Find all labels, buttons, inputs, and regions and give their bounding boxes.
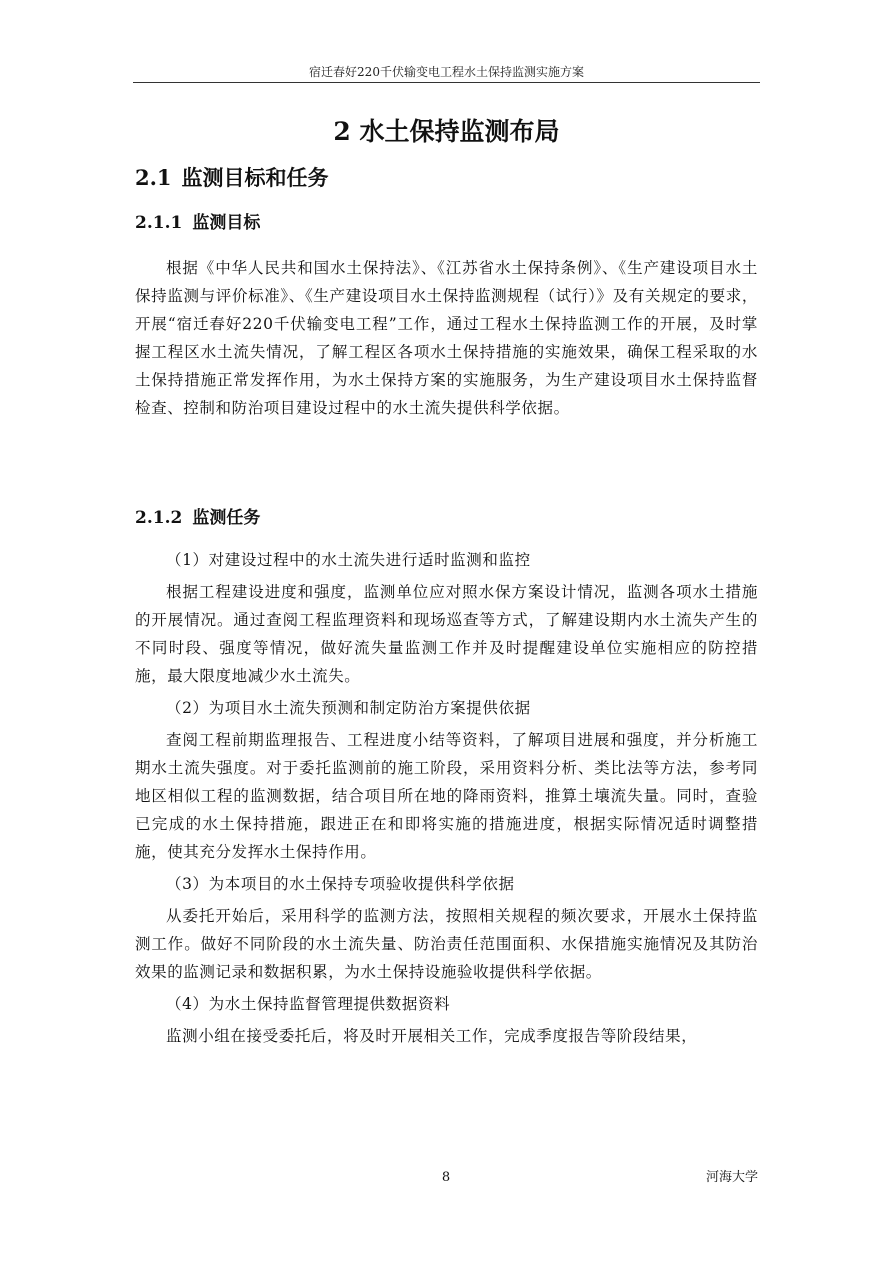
tasks-body (135, 546, 758, 1054)
chapter-title (133, 112, 760, 152)
page-number: 8 (441, 1170, 451, 1185)
goal-body (135, 254, 758, 426)
footer-organization: 河海大学 (705, 1170, 758, 1185)
task-item-heading: （2）为项目水土流失预测和制定防治方案提供依据 (166, 699, 531, 717)
subsection-goal-title: 监测目标 (192, 213, 261, 233)
task-item-heading: （4）为水土保持监督管理提供数据资料 (166, 995, 451, 1013)
section-heading (135, 160, 329, 196)
task-item-heading: （3）为本项目的水土保持专项验收提供科学依据 (166, 875, 515, 893)
subsection-goal-number: 2.1.1 (135, 213, 183, 233)
section-title: 监测目标和任务 (181, 165, 329, 190)
goal-paragraph: 根据《中华人民共和国水土保持法》、《江苏省水土保持条例》、《生产建设项目水土保持监测与评价标准》、《生产建设项目水土保持监测规程（试行）》及有关规定的要求，开展“宿迁春好220千伏输变电工程”工作，通过工程水土保持监测工作的开展，及时掌握工程区水土流失情况，了解工程区各项水土保持措施的实施效果，确保工程采取的水土保持措施正常发挥作用，为水土保持方案的实施服务，为生产建设项目水土保持监督检查、控制和防治项目建设过程中的水土流失提供科学依据。 (135, 259, 758, 417)
chapter-title-text: 水土保持监测布局 (359, 117, 560, 146)
running-header-title: 宿迁春好220千伏输变电工程水土保持监测实施方案 (309, 65, 584, 79)
subsection-tasks-number: 2.1.2 (135, 508, 183, 528)
subsection-heading-tasks (135, 503, 260, 533)
task-item-paragraph: 监测小组在接受委托后，将及时开展相关工作，完成季度报告等阶段结果， (166, 1027, 698, 1045)
subsection-tasks-title: 监测任务 (192, 508, 261, 528)
task-item-paragraph: 从委托开始后，采用科学的监测方法，按照相关规程的频次要求，开展水土保持监测工作。做好不同阶段的水土流失量、防治责任范围面积、水保措施实施情况及其防治效果的监测记录和数据积累，为水土保持设施验收提供科学依据。 (135, 907, 758, 981)
task-item-paragraph: 查阅工程前期监理报告、工程进度小结等资料，了解项目进展和强度，并分析施工期水土流失强度。对于委托监测前的施工阶段，采用资料分析、类比法等方法，参考同地区相似工程的监测数据，结合项目所在地的降雨资料，推算土壤流失量。同时，查验已完成的水土保持措施，跟进正在和即将实施的措施进度，根据实际情况适时调整措施，使其充分发挥水土保持作用。 (135, 731, 758, 861)
subsection-heading-goal (135, 208, 260, 238)
running-header (133, 62, 760, 83)
task-item-paragraph: 根据工程建设进度和强度，监测单位应对照水保方案设计情况，监测各项水土措施的开展情况。通过查阅工程监理资料和现场巡查等方式，了解建设期内水土流失产生的不同时段、强度等情况，做好流失量监测工作并及时提醒建设单位实施相应的防控措施，最大限度地减少水土流失。 (135, 583, 758, 685)
section-number: 2.1 (135, 165, 172, 190)
chapter-number: 2 (333, 117, 351, 146)
task-item-heading: （1）对建设过程中的水土流失进行适时监测和监控 (166, 551, 531, 569)
